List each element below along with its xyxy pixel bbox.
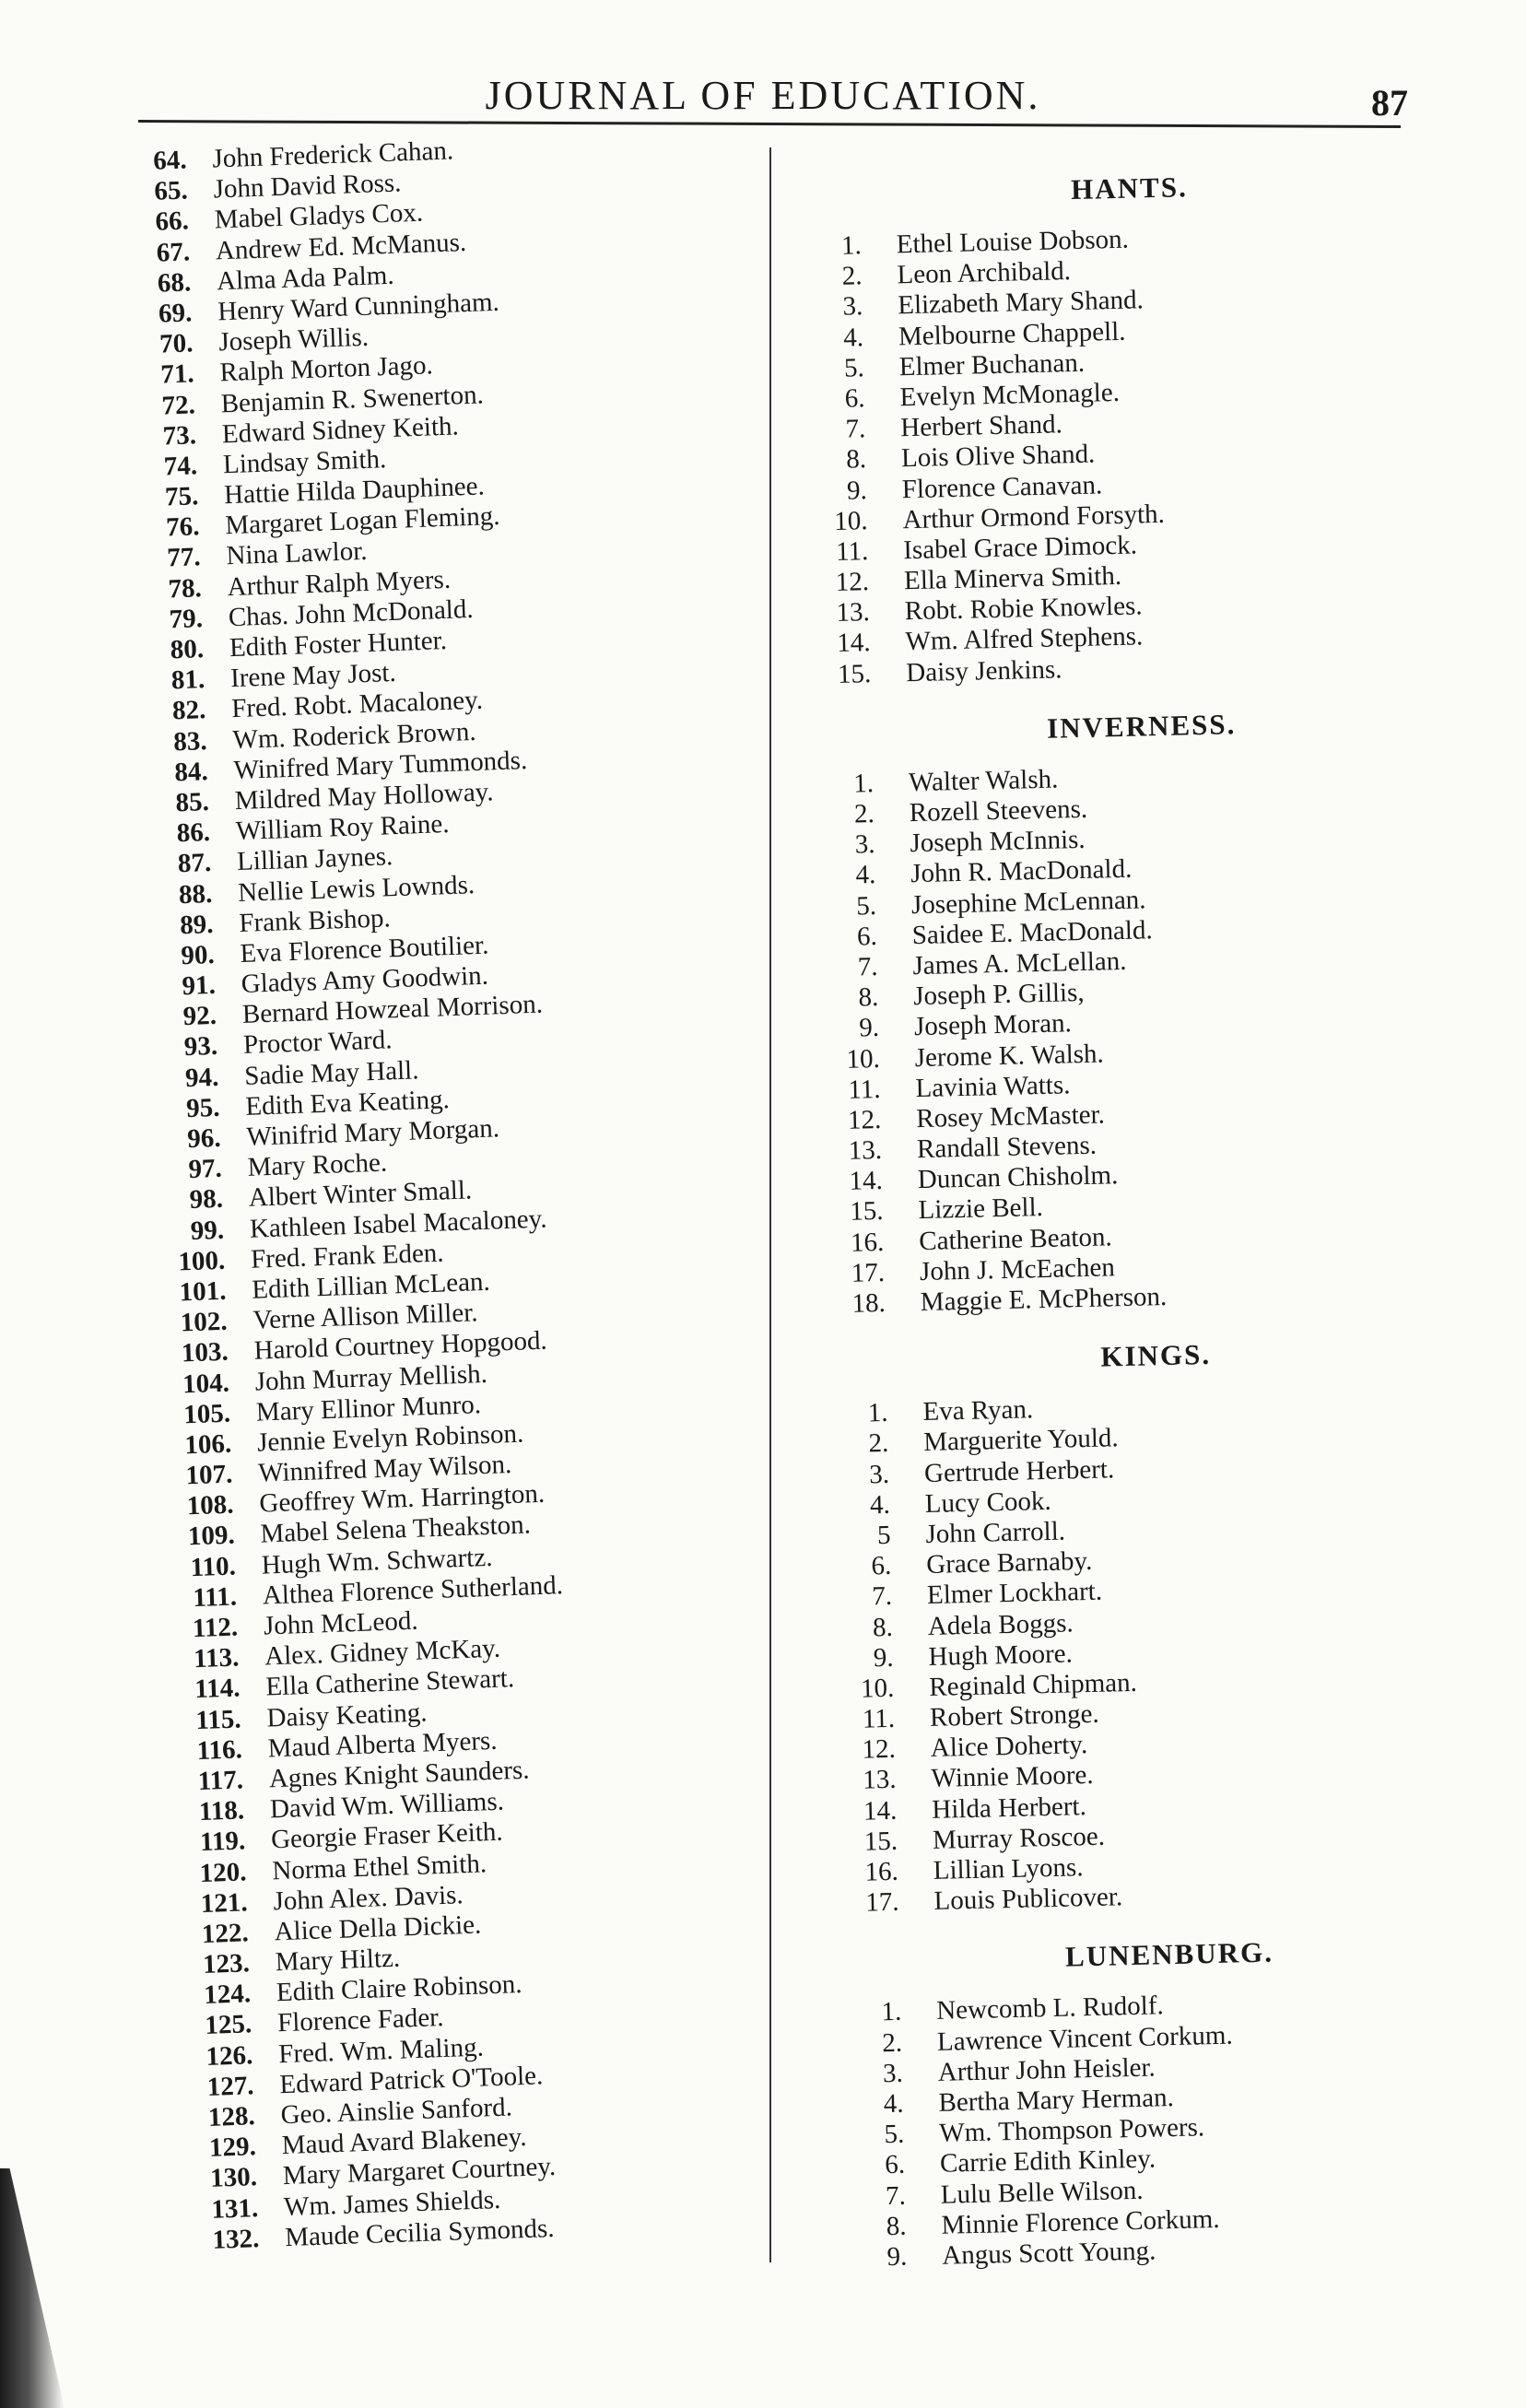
- entry-name: Minnie Florence Corkum.: [941, 2203, 1220, 2240]
- section-entries: [816, 1385, 1473, 1920]
- entry-number: 77.: [166, 542, 202, 573]
- entry-number: 75.: [164, 481, 199, 512]
- section-heading: HANTS.: [1070, 170, 1189, 206]
- entry-name: Randall Stevens.: [916, 1130, 1098, 1165]
- section-heading: LUNENBURG.: [1064, 1935, 1274, 1974]
- entry-number: 92.: [182, 1001, 217, 1032]
- entry-name: Robt. Robie Knowles.: [904, 591, 1143, 627]
- entry-number: 127.: [206, 2071, 255, 2102]
- entry-number: 9.: [873, 1642, 894, 1673]
- entry-name: Maggie E. McPherson.: [920, 1281, 1168, 1318]
- entry-name: Arthur Ralph Myers.: [227, 564, 452, 602]
- entry-name: Gladys Amy Goodwin.: [241, 960, 489, 1000]
- entry-number: 82.: [171, 695, 206, 726]
- entry-number: 83.: [172, 725, 208, 757]
- entry-name: Agnes Knight Saunders.: [268, 1755, 531, 1794]
- entry-name: Althea Florence Sutherland.: [262, 1569, 564, 1611]
- entry-number: 112.: [192, 1612, 239, 1644]
- entry-name: Joseph Moran.: [913, 1008, 1073, 1042]
- entry-name: Maud Alberta Myers.: [267, 1725, 499, 1764]
- entry-number: 132.: [211, 2223, 260, 2255]
- entry-name: Verne Allison Miller.: [252, 1298, 478, 1335]
- entry-number: 120.: [199, 1856, 247, 1888]
- entry-name: Florence Canavan.: [901, 469, 1103, 504]
- entry-name: Saidee E. MacDonald.: [911, 914, 1154, 950]
- entry-name: Lulu Belle Wilson.: [940, 2175, 1144, 2210]
- entry-name: Irene May Jost.: [229, 658, 397, 694]
- entry-name: Bertha Mary Herman.: [938, 2082, 1175, 2118]
- entry-name: Maude Cecilia Symonds.: [284, 2213, 556, 2252]
- entry-number: 11.: [835, 536, 869, 567]
- entry-name: Duncan Chisholm.: [917, 1160, 1119, 1195]
- entry-name: John Frederick Cahan.: [211, 135, 454, 174]
- entry-name: Arthur Ormond Forsyth.: [902, 499, 1166, 534]
- entry-name: Benjamin R. Swenerton.: [220, 379, 485, 418]
- journal-title: JOURNAL OF EDUCATION.: [485, 73, 1041, 118]
- county-section: [815, 1326, 1473, 1920]
- entry-name: Winifred Mary Tummonds.: [233, 745, 528, 785]
- entry-name: Winnifred May Wilson.: [257, 1450, 512, 1488]
- entry-name: Harold Courtney Hopgood.: [253, 1325, 548, 1367]
- entry-name: Lavinia Watts.: [915, 1069, 1071, 1103]
- entry-name: Mary Ellinor Munro.: [255, 1389, 482, 1427]
- entry-number: 12.: [835, 567, 870, 597]
- entry-number: 2.: [881, 2027, 903, 2058]
- entry-number: 121.: [200, 1887, 249, 1919]
- entry-name: Edward Patrick O'Toole.: [278, 2061, 544, 2100]
- entry-number: 107.: [185, 1459, 233, 1491]
- entry-number: 91.: [182, 970, 217, 1002]
- entry-number: 122.: [201, 1918, 250, 1949]
- entry-name: Alice Della Dickie.: [274, 1909, 482, 1947]
- entry-number: 110.: [190, 1551, 237, 1582]
- entry-number: 5: [876, 1520, 891, 1551]
- entry-number: 11.: [848, 1074, 881, 1105]
- entry-number: 4.: [883, 2088, 904, 2120]
- entry-number: 11.: [862, 1703, 896, 1734]
- entry-number: 6.: [871, 1550, 892, 1581]
- entry-number: 94.: [184, 1062, 219, 1093]
- section-heading: KINGS.: [1099, 1338, 1212, 1373]
- entry-name: Fred. Wm. Maling.: [277, 2032, 485, 2069]
- entry-number: 70.: [158, 328, 194, 359]
- entry-name: David Wm. Williams.: [269, 1786, 505, 1825]
- entry-name: Rozell Steevens.: [909, 793, 1088, 828]
- entry-name: Wm. Roderick Brown.: [231, 716, 477, 755]
- entry-number: 1.: [852, 768, 875, 799]
- entry-number: 113.: [193, 1642, 240, 1674]
- entry-number: 6.: [844, 383, 865, 414]
- entry-number: 14.: [863, 1795, 898, 1827]
- entry-name: Norma Ethel Smith.: [271, 1848, 487, 1885]
- entry-number: 103.: [181, 1337, 229, 1368]
- entry-name: Bernard Howzeal Morrison.: [241, 989, 544, 1030]
- entry-number: 13.: [836, 597, 871, 628]
- entry-name: Louis Publicover.: [933, 1882, 1123, 1917]
- entry-name: Winifrid Mary Morgan.: [246, 1113, 500, 1152]
- entry-name: Lindsay Smith.: [222, 443, 387, 480]
- left-column-list: [120, 125, 820, 2256]
- entry-number: 117.: [197, 1765, 244, 1797]
- entry-name: Carrie Edith Kinley.: [939, 2144, 1156, 2179]
- entry-name: Elmer Lockhart.: [926, 1576, 1103, 1611]
- entry-name: Ethel Louise Dobson.: [896, 224, 1130, 260]
- entry-number: 125.: [204, 2009, 252, 2041]
- entry-number: 116.: [196, 1734, 243, 1766]
- entry-name: Catherine Beaton.: [918, 1221, 1113, 1256]
- entry-name: Maud Avard Blakeney.: [281, 2122, 527, 2161]
- entry-number: 68.: [157, 267, 192, 299]
- entry-name: Wm. Thompson Powers.: [938, 2112, 1205, 2148]
- entry-number: 106.: [183, 1428, 232, 1461]
- entry-number: 80.: [170, 634, 205, 665]
- entry-number: 18.: [851, 1287, 886, 1319]
- entry-name: Mary Margaret Courtney.: [282, 2152, 557, 2191]
- entry-number: 3.: [854, 829, 875, 860]
- entry-number: 84.: [173, 756, 209, 788]
- entry-name: Georgie Fraser Keith.: [270, 1816, 504, 1855]
- entry-number: 1.: [840, 230, 863, 261]
- entry-name: Daisy Keating.: [266, 1697, 428, 1733]
- entry-number: 9.: [886, 2241, 908, 2273]
- entry-number: 1.: [881, 1997, 902, 2027]
- entry-number: 15.: [849, 1196, 884, 1227]
- entry-name: Margaret Logan Fleming.: [224, 501, 501, 541]
- entry-number: 100.: [177, 1245, 226, 1277]
- entry-name: Geoffrey Wm. Harrington.: [258, 1479, 546, 1519]
- entry-name: Elizabeth Mary Shand.: [897, 285, 1144, 321]
- entry-name: Alex. Gidney McKay.: [264, 1633, 501, 1672]
- entry-name: Grace Barnaby.: [925, 1546, 1093, 1580]
- entry-name: Lois Olive Shand.: [900, 439, 1096, 474]
- entry-number: 90.: [180, 939, 216, 971]
- entry-number: 131.: [210, 2192, 259, 2225]
- entry-name: Angus Scott Young.: [941, 2236, 1156, 2271]
- entry-name: Alice Doherty.: [930, 1730, 1088, 1764]
- entry-name: Florence Fader.: [276, 2003, 444, 2038]
- entry-number: 7.: [845, 414, 866, 444]
- entry-number: 109.: [187, 1521, 236, 1552]
- entry-number: 126.: [205, 2039, 253, 2072]
- entry-name: James A. McLellan.: [912, 946, 1127, 981]
- entry-number: 93.: [183, 1031, 218, 1063]
- entry-name: Jennie Evelyn Robinson.: [256, 1418, 524, 1458]
- entry-number: 129.: [208, 2132, 257, 2164]
- entry-name: Edith Foster Hunter.: [229, 625, 448, 664]
- entry-name: Wm. James Shields.: [283, 2184, 501, 2222]
- entry-number: 15.: [863, 1826, 898, 1857]
- entry-number: 124.: [203, 1979, 252, 2011]
- entry-number: 15.: [837, 658, 872, 689]
- entry-name: Robert Stronge.: [929, 1698, 1100, 1733]
- entry-name: Rosey McMaster.: [915, 1099, 1106, 1134]
- entry-name: Mildred May Holloway.: [234, 777, 495, 816]
- section-entries: [789, 217, 1444, 691]
- entry-number: 96.: [186, 1122, 222, 1155]
- entry-name: Hugh Wm. Schwartz.: [261, 1542, 493, 1580]
- entry-number: 1.: [867, 1398, 888, 1428]
- entry-name: Joseph P. Gillis,: [912, 978, 1085, 1012]
- entry-name: Hugh Moore.: [928, 1639, 1074, 1672]
- entry-number: 76.: [165, 511, 200, 543]
- entry-name: John McLeod.: [263, 1605, 419, 1641]
- entry-name: Chas. John McDonald.: [228, 593, 475, 632]
- entry-number: 2.: [868, 1428, 889, 1459]
- right-column-sections: [788, 159, 1481, 2273]
- entry-name: Newcomb L. Rudolf.: [935, 1991, 1165, 2026]
- entry-number: 16.: [850, 1227, 885, 1258]
- section-entries: [829, 1984, 1481, 2273]
- entry-number: 12.: [862, 1734, 897, 1765]
- entry-number: 89.: [179, 909, 215, 940]
- entry-number: 10.: [846, 1043, 881, 1075]
- entry-number: 4.: [842, 322, 864, 353]
- entry-name: Elmer Buchanan.: [898, 347, 1086, 382]
- entry-number: 8.: [858, 982, 879, 1013]
- entry-number: 111.: [192, 1581, 238, 1613]
- entry-name: Joseph Willis.: [217, 322, 370, 358]
- entry-number: 98.: [189, 1184, 224, 1216]
- entry-number: 71.: [159, 358, 195, 390]
- entry-name: John Murray Mellish.: [254, 1358, 488, 1397]
- entry-name: Nellie Lewis Lownds.: [237, 869, 475, 908]
- page-edge-shadow: [0, 2168, 65, 2408]
- entry-number: 69.: [158, 298, 193, 329]
- entry-name: Ella Minerva Smith.: [903, 560, 1122, 596]
- entry-name: Hattie Hilda Dauphinee.: [223, 471, 486, 511]
- entry-number: 86.: [176, 817, 211, 849]
- entry-number: 7.: [857, 951, 878, 982]
- entry-name: Albert Winter Small.: [248, 1175, 473, 1214]
- entry-name: John R. MacDonald.: [910, 854, 1133, 889]
- entry-number: 108.: [186, 1489, 235, 1521]
- entry-name: Mary Roche.: [247, 1147, 388, 1183]
- section-heading: INVERNESS.: [1046, 707, 1237, 745]
- entry-name: Mabel Selena Theakston.: [260, 1509, 532, 1550]
- entry-number: 7.: [871, 1581, 893, 1612]
- county-section: [788, 159, 1445, 691]
- entry-number: 99.: [190, 1215, 225, 1246]
- entry-name: Eva Ryan.: [922, 1394, 1034, 1427]
- entry-number: 3.: [868, 1459, 890, 1489]
- entry-number: 81.: [170, 664, 205, 696]
- entry-number: 130.: [209, 2162, 258, 2194]
- entry-name: Reginald Chipman.: [928, 1667, 1138, 1702]
- section-entries: [802, 756, 1459, 1321]
- entry-name: Frank Bishop.: [238, 902, 392, 938]
- entry-number: 67.: [156, 236, 191, 268]
- entry-name: Leon Archibald.: [897, 256, 1072, 290]
- entry-name: Lizzie Bell.: [918, 1192, 1044, 1226]
- entry-name: Edith Lillian McLean.: [251, 1266, 491, 1305]
- entry-name: Isabel Grace Dimock.: [902, 530, 1138, 566]
- entry-name: Fred. Robt. Macaloney.: [230, 686, 484, 724]
- entry-name: Murray Roscoe.: [932, 1821, 1106, 1855]
- entry-number: 72.: [160, 389, 196, 421]
- entry-name: Edith Eva Keating.: [244, 1084, 451, 1122]
- entry-name: Joseph McInnis.: [910, 825, 1086, 859]
- entry-name: Mabel Gladys Cox.: [214, 197, 424, 235]
- entry-number: 101.: [179, 1275, 227, 1308]
- entry-number: 5.: [843, 352, 865, 383]
- entry-name: Sadie May Hall.: [243, 1054, 419, 1091]
- entry-number: 5.: [884, 2119, 905, 2150]
- entry-number: 115.: [194, 1704, 242, 1735]
- entry-number: 8.: [886, 2211, 907, 2241]
- entry-name: Melbourne Chappell.: [898, 316, 1126, 351]
- entry-number: 5.: [855, 890, 877, 922]
- entry-name: Adela Boggs.: [927, 1607, 1074, 1641]
- entry-number: 14.: [836, 628, 871, 659]
- entry-number: 119.: [199, 1826, 246, 1858]
- entry-number: 2.: [853, 799, 875, 829]
- entry-number: 17.: [864, 1886, 899, 1918]
- entry-number: 79.: [169, 603, 204, 635]
- entry-name: William Roy Raine.: [235, 809, 451, 847]
- entry-number: 7.: [885, 2180, 907, 2211]
- entry-number: 105.: [182, 1398, 231, 1430]
- entry-name: John Carroll.: [925, 1516, 1066, 1549]
- entry-name: Edith Claire Robinson.: [276, 1969, 523, 2008]
- entry-name: Winnie Moore.: [931, 1760, 1094, 1794]
- entry-number: 78.: [167, 572, 203, 605]
- entry-name: Alma Ada Palm.: [216, 260, 395, 297]
- entry-number: 6.: [884, 2149, 906, 2180]
- entry-name: John Alex. Davis.: [272, 1879, 464, 1917]
- entry-number: 118.: [198, 1795, 245, 1827]
- entry-name: Evelyn McMonagle.: [899, 377, 1121, 413]
- entry-name: Hilda Herbert.: [931, 1791, 1087, 1825]
- entry-number: 9.: [858, 1013, 880, 1043]
- county-section: [800, 697, 1459, 1321]
- entry-number: 114.: [194, 1673, 241, 1705]
- entry-number: 17.: [851, 1257, 886, 1288]
- entry-name: Proctor Ward.: [242, 1025, 393, 1061]
- entry-number: 4.: [855, 860, 876, 890]
- entry-name: Geo. Ainslie Sanford.: [280, 2092, 513, 2131]
- entry-number: 10.: [833, 505, 868, 536]
- entry-name: Marguerite Yould.: [922, 1423, 1119, 1458]
- entry-name: Daisy Jenkins.: [905, 654, 1062, 687]
- entry-name: Josephine McLennan.: [910, 884, 1146, 920]
- entry-name: Ralph Morton Jago.: [219, 350, 434, 388]
- entry-name: Jerome K. Walsh.: [914, 1038, 1105, 1073]
- page-number: 87: [1371, 82, 1408, 123]
- entry-name: Wm. Alfred Stephens.: [905, 621, 1144, 657]
- entry-number: 87.: [177, 848, 212, 879]
- entry-name: Ella Catherine Stewart.: [264, 1663, 515, 1702]
- entry-name: Mary Hiltz.: [275, 1943, 401, 1978]
- entry-name: Arthur John Heisler.: [937, 2052, 1156, 2087]
- entry-number: 13.: [848, 1135, 883, 1166]
- entry-name: Herbert Shand.: [899, 409, 1063, 443]
- entry-name: Lawrence Vincent Corkum.: [936, 2020, 1233, 2057]
- entry-number: 6.: [856, 921, 878, 952]
- entry-name: Gertrude Herbert.: [923, 1453, 1115, 1488]
- entry-name: Kathleen Isabel Macaloney.: [249, 1204, 548, 1244]
- entry-name: Lillian Lyons.: [933, 1852, 1084, 1885]
- entry-number: 73.: [162, 419, 197, 452]
- entry-number: 8.: [872, 1612, 894, 1642]
- entry-name: Lucy Cook.: [924, 1486, 1052, 1519]
- entry-number: 14.: [849, 1166, 884, 1197]
- entry-number: 2.: [841, 261, 863, 291]
- entry-name: John J. McEachen: [919, 1252, 1116, 1286]
- entry-name: Nina Lawlor.: [225, 536, 369, 571]
- entry-number: 128.: [207, 2101, 256, 2132]
- entry-name: John David Ross.: [213, 168, 402, 205]
- entry-number: 88.: [178, 878, 213, 910]
- entry-number: 85.: [175, 787, 210, 818]
- entry-name: Fred. Frank Eden.: [250, 1238, 445, 1274]
- entry-number: 102.: [180, 1306, 229, 1338]
- entry-number: 3.: [882, 2058, 904, 2088]
- entry-number: 13.: [862, 1765, 897, 1796]
- county-section: [828, 1925, 1481, 2273]
- entry-number: 66.: [155, 206, 190, 238]
- entry-number: 4.: [869, 1489, 891, 1521]
- header-rule: [138, 120, 1401, 128]
- entry-name: Henry Ward Cunningham.: [217, 287, 500, 327]
- entry-name: Eva Florence Boutilier.: [240, 930, 489, 969]
- entry-number: 104.: [182, 1368, 230, 1399]
- entry-number: 10.: [860, 1673, 895, 1704]
- entry-number: 74.: [163, 451, 198, 482]
- entry-number: 12.: [847, 1104, 882, 1135]
- entry-name: Lillian Jaynes.: [236, 841, 393, 877]
- entry-name: Walter Walsh.: [908, 764, 1059, 798]
- entry-number: 8.: [845, 444, 867, 475]
- entry-number: 97.: [187, 1154, 223, 1185]
- entry-number: 3.: [842, 291, 863, 323]
- entry-number: 64.: [152, 145, 188, 176]
- entry-name: Edward Sidney Keith.: [221, 411, 460, 449]
- entry-name: Andrew Ed. McManus.: [215, 227, 467, 265]
- entry-number: 9.: [846, 475, 868, 506]
- entry-number: 95.: [185, 1092, 220, 1123]
- entry-number: 123.: [202, 1948, 251, 1980]
- entry-number: 65.: [153, 175, 189, 206]
- entry-number: 16.: [864, 1856, 899, 1887]
